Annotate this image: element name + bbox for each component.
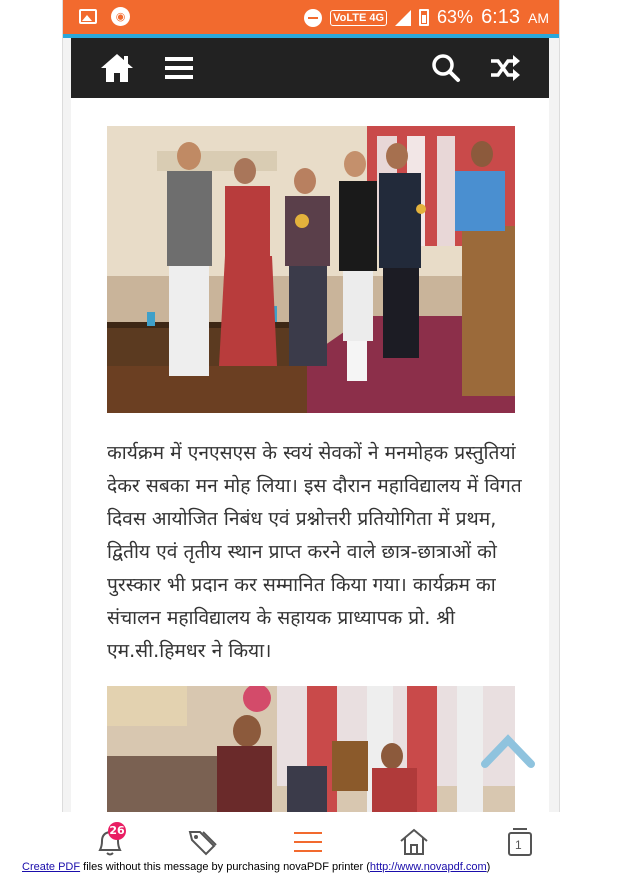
scroll-to-top-icon[interactable]: [481, 734, 535, 772]
home-icon: [399, 828, 429, 856]
gallery-notification-icon: [79, 9, 97, 24]
article-photo-cultural-program[interactable]: [107, 686, 515, 812]
article-photo-award-ceremony[interactable]: [107, 126, 515, 413]
bottom-toolbar: [62, 812, 558, 868]
article-paragraph: कार्यक्रम में एनएसएस के स्वयं सेवकों ने मनमोहक प्रस्तुतियां देकर सबका मन मोह लिया। इस दौरान महाविद्यालय में विगत दिवस आयोजित निबंध एवं प्रश्नोत्तरी प्रतियोगिता में प्रथम, द्वितीय एवं तृतीय स्थान प्राप्त करने वाले छात्र-छात्राओं को पुरस्कार भी प्रदान कर सम्मानित किया गया। कार्यक्रम का संचालन महाविद्यालय के सहायक प्राध्यापक प्रो. श्री एम.सी.हिमधर ने किया।: [107, 441, 522, 662]
notifications-button[interactable]: [90, 826, 130, 858]
status-bar: [63, 0, 559, 34]
article-content: [71, 98, 549, 812]
clock-time: 6:13: [481, 6, 520, 28]
notification-count-badge: 26: [108, 822, 126, 840]
menu-icon: [293, 830, 323, 854]
pdf-footer-note: [22, 861, 490, 873]
footer-text: files without this message by purchasing novaPDF printer (: [80, 861, 370, 873]
shuffle-icon[interactable]: [485, 38, 525, 98]
tab-count: 1: [515, 838, 522, 852]
do-not-disturb-icon: [304, 9, 322, 27]
app-notification-icon: ◉: [111, 7, 130, 26]
home-button[interactable]: [394, 826, 434, 858]
battery-percent: 63%: [437, 7, 474, 27]
battery-icon: [419, 9, 429, 26]
clock-ampm: AM: [528, 9, 549, 26]
menu-button[interactable]: [288, 826, 328, 858]
search-icon[interactable]: [426, 38, 466, 98]
tags-button[interactable]: [182, 826, 222, 858]
footer-text-end: ): [486, 861, 491, 873]
top-navbar: [71, 38, 549, 98]
create-pdf-link[interactable]: Create PDF: [22, 861, 81, 873]
signal-icon: [395, 10, 411, 26]
tag-icon: [187, 828, 217, 856]
menu-icon[interactable]: [159, 38, 199, 98]
tabs-button[interactable]: [500, 826, 540, 858]
phone-screen: [62, 0, 560, 812]
network-indicator: VoLTE 4G: [330, 10, 387, 26]
novapdf-link[interactable]: http://www.novapdf.com: [369, 861, 487, 873]
home-icon[interactable]: [97, 38, 137, 98]
